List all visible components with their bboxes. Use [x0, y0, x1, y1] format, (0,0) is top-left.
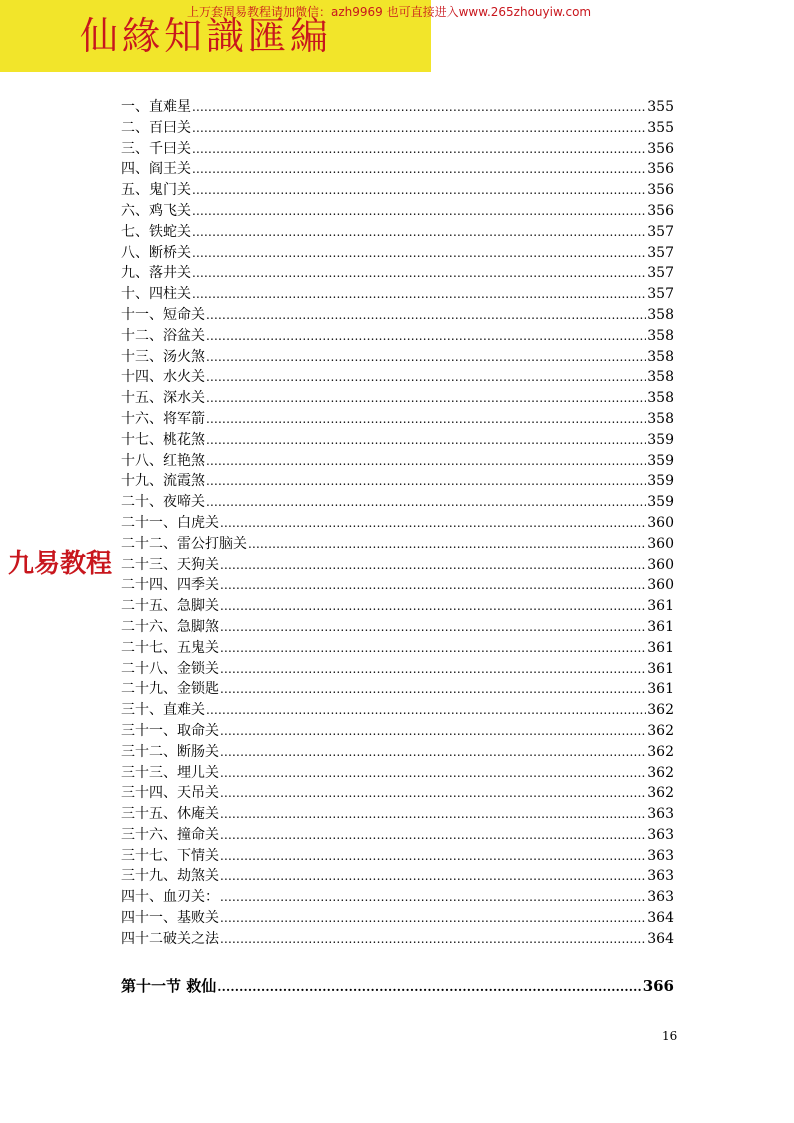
toc-entry[interactable]	[121, 555, 674, 576]
toc-entry-label: 二十五、急脚关	[121, 598, 219, 615]
toc-entry[interactable]	[121, 180, 674, 201]
table-of-contents	[121, 97, 674, 950]
toc-entry-page: 363	[647, 806, 674, 823]
toc-entry-page: 361	[647, 681, 674, 698]
toc-entry[interactable]	[121, 513, 674, 534]
toc-leader-dots	[220, 825, 646, 846]
toc-entry-page: 363	[647, 868, 674, 885]
toc-leader-dots	[192, 284, 646, 305]
toc-entry[interactable]	[121, 763, 674, 784]
toc-entry[interactable]	[121, 534, 674, 555]
toc-entry-page: 359	[647, 473, 674, 490]
toc-entry-label: 三十九、劫煞关	[121, 868, 219, 885]
toc-entry-label: 三十四、天吊关	[121, 785, 219, 802]
toc-entry[interactable]	[121, 638, 674, 659]
toc-leader-dots	[220, 659, 646, 680]
toc-entry[interactable]	[121, 617, 674, 638]
toc-leader-dots	[192, 222, 646, 243]
toc-entry-page: 359	[647, 452, 674, 469]
toc-section-page: 366	[642, 977, 674, 995]
toc-entry-page: 359	[647, 494, 674, 511]
toc-entry-page: 363	[647, 826, 674, 843]
toc-leader-dots	[192, 118, 646, 139]
toc-entry-label: 五、鬼门关	[121, 182, 191, 199]
toc-entry-page: 355	[647, 119, 674, 136]
toc-leader-dots	[220, 596, 646, 617]
toc-entry-page: 360	[647, 577, 674, 594]
toc-entry-label: 二十六、急脚煞	[121, 618, 219, 635]
toc-entry[interactable]	[121, 492, 674, 513]
toc-entry[interactable]	[121, 471, 674, 492]
toc-entry[interactable]	[121, 139, 674, 160]
toc-entry-label: 四十二破关之法	[121, 930, 219, 947]
toc-entry-label: 三十七、下情关	[121, 847, 219, 864]
toc-entry-page: 360	[647, 535, 674, 552]
toc-entry[interactable]	[121, 347, 674, 368]
toc-entry-label: 十四、水火关	[121, 369, 205, 386]
toc-entry-page: 360	[647, 514, 674, 531]
toc-leader-dots	[206, 388, 646, 409]
toc-leader-dots	[206, 305, 646, 326]
toc-leader-dots	[220, 783, 646, 804]
toc-entry-page: 357	[647, 244, 674, 261]
toc-leader-dots	[206, 367, 646, 388]
toc-entry[interactable]	[121, 430, 674, 451]
toc-leader-dots	[220, 679, 646, 700]
toc-entry-page: 358	[647, 390, 674, 407]
toc-entry-label: 一、直难星	[121, 99, 191, 115]
toc-leader-dots	[192, 97, 646, 118]
toc-entry-label: 十九、流霞煞	[121, 473, 205, 490]
toc-entry-label: 七、铁蛇关	[121, 223, 191, 240]
toc-entry[interactable]	[121, 575, 674, 596]
toc-entry-page: 362	[647, 722, 674, 739]
toc-entry-label: 四十一、基败关	[121, 910, 219, 927]
toc-entry[interactable]	[121, 721, 674, 742]
toc-entry-page: 362	[647, 743, 674, 760]
toc-section-entry[interactable]	[121, 975, 674, 998]
toc-entry[interactable]	[121, 929, 674, 950]
toc-entry-label: 二十二、雷公打脑关	[121, 535, 247, 552]
toc-entry-label: 三十一、取命关	[121, 722, 219, 739]
toc-leader-dots	[220, 804, 646, 825]
toc-leader-dots	[206, 326, 646, 347]
toc-leader-dots	[206, 471, 646, 492]
toc-entry-label: 二十八、金锁关	[121, 660, 219, 677]
toc-entry-page: 356	[647, 161, 674, 178]
toc-entry-page: 356	[647, 140, 674, 157]
toc-entry-label: 三十二、断肠关	[121, 743, 219, 760]
toc-entry[interactable]	[121, 243, 674, 264]
toc-entry-page: 360	[647, 556, 674, 573]
toc-leader-dots	[220, 866, 646, 887]
toc-entry-page: 364	[647, 910, 674, 927]
toc-leader-dots	[192, 180, 646, 201]
toc-leader-dots	[192, 139, 646, 160]
document-title: 仙緣知識匯編	[80, 14, 333, 58]
watermark-top: 上万套周易教程请加微信：azh9969 也可直接进入www.265zhouyiw.com	[187, 5, 592, 19]
toc-entry[interactable]	[121, 409, 674, 430]
toc-entry[interactable]	[121, 97, 674, 118]
toc-leader-dots	[220, 908, 646, 929]
toc-leader-dots	[220, 555, 646, 576]
toc-entry[interactable]	[121, 222, 674, 243]
toc-entry-label: 十二、浴盆关	[121, 327, 205, 344]
toc-entry-label: 四、阎王关	[121, 161, 191, 178]
toc-entry-label: 二十七、五鬼关	[121, 639, 219, 656]
toc-entry[interactable]	[121, 866, 674, 887]
toc-entry-page: 357	[647, 223, 674, 240]
toc-entry-label: 二十九、金锁匙	[121, 681, 219, 698]
toc-entry-label: 三十三、埋儿关	[121, 764, 219, 781]
toc-section-label: 第十一节 救仙	[121, 977, 217, 995]
toc-entry-page: 363	[647, 847, 674, 864]
toc-entry-label: 八、断桥关	[121, 244, 191, 261]
toc-leader-dots	[220, 575, 646, 596]
toc-entry-label: 三、千曰关	[121, 140, 191, 157]
toc-entry[interactable]	[121, 388, 674, 409]
toc-entry[interactable]	[121, 804, 674, 825]
toc-entry-label: 十一、短命关	[121, 306, 205, 323]
toc-leader-dots	[206, 451, 646, 472]
toc-entry-label: 二十一、白虎关	[121, 514, 219, 531]
toc-entry[interactable]	[121, 118, 674, 139]
toc-entry-page: 358	[647, 306, 674, 323]
toc-leader-dots	[206, 430, 646, 451]
toc-entry[interactable]	[121, 846, 674, 867]
toc-entry-page: 356	[647, 202, 674, 219]
toc-entry-page: 363	[647, 889, 674, 906]
toc-entry-page: 361	[647, 598, 674, 615]
toc-leader-dots	[220, 846, 646, 867]
toc-entry[interactable]	[121, 367, 674, 388]
toc-entry-label: 二、百曰关	[121, 119, 191, 136]
toc-leader-dots	[220, 617, 646, 638]
toc-entry-page: 358	[647, 369, 674, 386]
toc-entry-label: 十七、桃花煞	[121, 431, 205, 448]
toc-entry-label: 十、四柱关	[121, 286, 191, 303]
toc-entry-label: 二十、夜啼关	[121, 494, 205, 511]
toc-leader-dots	[217, 975, 641, 998]
toc-entry[interactable]	[121, 783, 674, 804]
toc-leader-dots	[220, 763, 646, 784]
toc-entry-label: 三十五、休庵关	[121, 806, 219, 823]
toc-entry-page: 361	[647, 660, 674, 677]
toc-entry-label: 二十三、天狗关	[121, 556, 219, 573]
toc-entry-page: 364	[647, 930, 674, 947]
toc-entry[interactable]	[121, 159, 674, 180]
page-number: 16	[662, 1029, 678, 1043]
toc-entry-label: 三十、直难关	[121, 702, 205, 719]
toc-leader-dots	[206, 409, 646, 430]
toc-entry-page: 361	[647, 639, 674, 656]
toc-leader-dots	[192, 159, 646, 180]
toc-leader-dots	[220, 929, 646, 950]
toc-entry-page: 362	[647, 702, 674, 719]
toc-leader-dots	[220, 887, 646, 908]
toc-entry[interactable]	[121, 263, 674, 284]
toc-entry-label: 四十、血刃关：	[121, 889, 219, 906]
toc-entry[interactable]	[121, 305, 674, 326]
toc-leader-dots	[220, 638, 646, 659]
toc-entry[interactable]	[121, 908, 674, 929]
toc-entry-label: 九、落井关	[121, 265, 191, 282]
toc-entry[interactable]	[121, 326, 674, 347]
toc-leader-dots	[206, 347, 646, 368]
toc-entry[interactable]	[121, 284, 674, 305]
toc-entry-label: 三十六、撞命关	[121, 826, 219, 843]
toc-entry-page: 362	[647, 764, 674, 781]
toc-leader-dots	[220, 742, 646, 763]
watermark-side: 九易教程	[8, 549, 113, 579]
toc-entry[interactable]	[121, 700, 674, 721]
toc-leader-dots	[206, 492, 646, 513]
toc-entry[interactable]	[121, 742, 674, 763]
toc-entry-label: 十三、汤火煞	[121, 348, 205, 365]
toc-entry[interactable]	[121, 596, 674, 617]
toc-entry[interactable]	[121, 825, 674, 846]
toc-leader-dots	[206, 700, 646, 721]
toc-entry-page: 357	[647, 265, 674, 282]
toc-entry-label: 十八、红艳煞	[121, 452, 205, 469]
toc-entry[interactable]	[121, 201, 674, 222]
toc-leader-dots	[192, 243, 646, 264]
toc-entry[interactable]	[121, 887, 674, 908]
toc-entry[interactable]	[121, 659, 674, 680]
toc-entry-label: 六、鸡飞关	[121, 202, 191, 219]
toc-entry-page: 356	[647, 182, 674, 199]
toc-entry-label: 十六、将军箭	[121, 410, 205, 427]
toc-entry-page: 358	[647, 410, 674, 427]
toc-leader-dots	[248, 534, 646, 555]
toc-leader-dots	[192, 263, 646, 284]
toc-entry[interactable]	[121, 451, 674, 472]
toc-entry-page: 361	[647, 618, 674, 635]
toc-entry-page: 355	[647, 99, 674, 115]
toc-leader-dots	[220, 721, 646, 742]
toc-entry-page: 362	[647, 785, 674, 802]
toc-entry-page: 359	[647, 431, 674, 448]
toc-leader-dots	[220, 513, 646, 534]
toc-entry-page: 357	[647, 286, 674, 303]
toc-entry-label: 二十四、四季关	[121, 577, 219, 594]
toc-entry-page: 358	[647, 327, 674, 344]
toc-entry-label: 十五、深水关	[121, 390, 205, 407]
toc-leader-dots	[192, 201, 646, 222]
toc-entry-page: 358	[647, 348, 674, 365]
toc-entry[interactable]	[121, 679, 674, 700]
